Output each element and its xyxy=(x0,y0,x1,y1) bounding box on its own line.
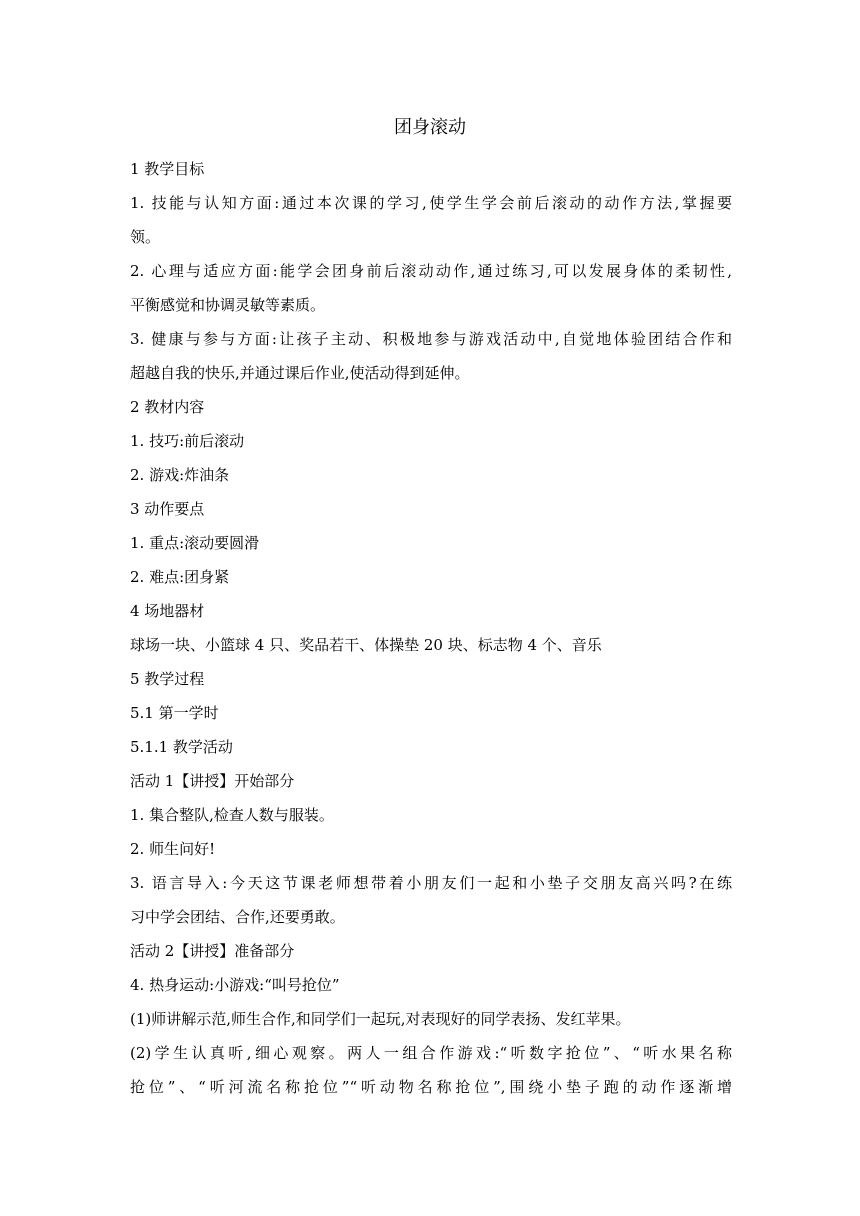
section-heading: 4 场地器材 xyxy=(130,602,205,620)
paragraph-line: 1. 技巧:前后滚动 xyxy=(130,432,245,450)
subsection-heading: 5.1.1 教学活动 xyxy=(130,738,233,756)
subsection-heading: 5.1 第一学时 xyxy=(130,704,219,722)
paragraph-line: 习中学会团结、合作,还要勇敢。 xyxy=(130,908,345,926)
paragraph-line: 3. 语言导入:今天这节课老师想带着小朋友们一起和小垫子交朋友高兴吗?在练 xyxy=(130,874,732,892)
paragraph-line: 2. 心理与适应方面:能学会团身前后滚动动作,通过练习,可以发展身体的柔韧性, xyxy=(130,262,732,280)
paragraph-line: 2. 师生问好! xyxy=(130,840,216,858)
paragraph-line: 2. 难点:团身紧 xyxy=(130,568,230,586)
section-heading: 2 教材内容 xyxy=(130,398,205,416)
paragraph-line: 抢位”、“听河流名称抢位”“听动物名称抢位”,围绕小垫子跑的动作逐渐增 xyxy=(130,1078,732,1096)
paragraph-line: (2)学生认真听,细心观察。两人一组合作游戏:“听数字抢位”、“听水果名称 xyxy=(130,1044,732,1062)
paragraph-line: 2. 游戏:炸油条 xyxy=(130,466,230,484)
paragraph-line: 4. 热身运动:小游戏:“叫号抢位” xyxy=(130,976,340,994)
activity-heading: 活动 1【讲授】开始部分 xyxy=(130,772,295,790)
document-title: 团身滚动 xyxy=(394,117,466,138)
paragraph-line: 1. 集合整队,检查人数与服装。 xyxy=(130,806,334,824)
section-heading: 5 教学过程 xyxy=(130,670,205,688)
paragraph-line: 超越自我的快乐,并通过课后作业,使活动得到延伸。 xyxy=(130,364,470,382)
paragraph-line: 1. 技能与认知方面:通过本次课的学习,使学生学会前后滚动的动作方法,掌握要 xyxy=(130,194,732,212)
paragraph-line: 3. 健康与参与方面:让孩子主动、积极地参与游戏活动中,自觉地体验团结合作和 xyxy=(130,330,732,348)
paragraph-line: (1)师讲解示范,师生合作,和同学们一起玩,对表现好的同学表扬、发红苹果。 xyxy=(130,1010,631,1028)
paragraph-line: 平衡感觉和协调灵敏等素质。 xyxy=(130,296,326,314)
document-body xyxy=(130,152,732,1104)
paragraph-line: 1. 重点:滚动要圆滑 xyxy=(130,534,260,552)
section-heading: 1 教学目标 xyxy=(130,160,205,178)
paragraph-line: 球场一块、小篮球 4 只、奖品若干、体操垫 20 块、标志物 4 个、音乐 xyxy=(130,636,602,654)
activity-heading: 活动 2【讲授】准备部分 xyxy=(130,942,295,960)
section-heading: 3 动作要点 xyxy=(130,500,205,518)
paragraph-line: 领。 xyxy=(130,228,161,246)
